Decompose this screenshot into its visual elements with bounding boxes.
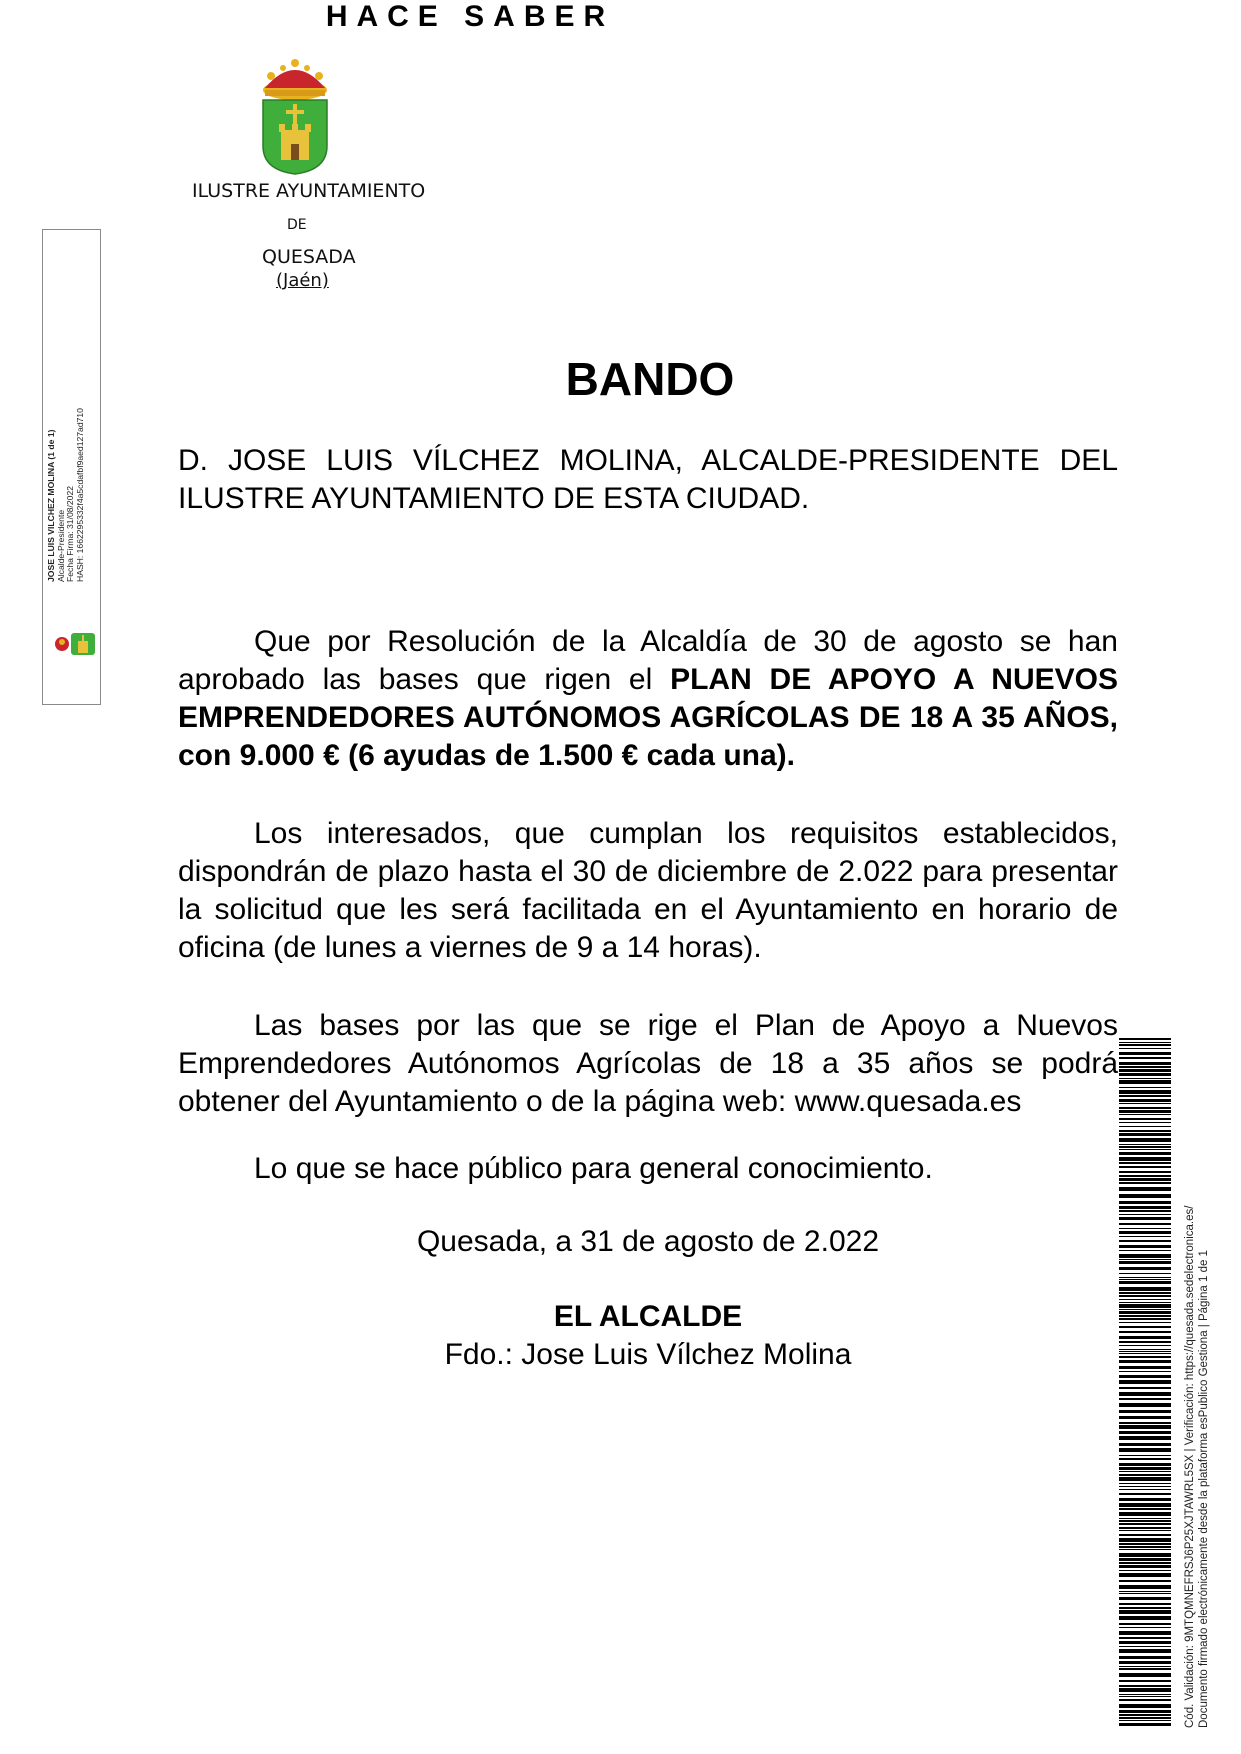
- barcode-bar: [1119, 1122, 1171, 1123]
- barcode-bar: [1119, 1138, 1171, 1142]
- barcode-bar: [1119, 1666, 1171, 1667]
- barcode-bar: [1119, 1087, 1171, 1088]
- barcode-bar: [1119, 1649, 1171, 1653]
- barcode-bar: [1119, 1455, 1171, 1456]
- barcode-bar: [1119, 1371, 1171, 1372]
- barcode-bar: [1119, 1057, 1171, 1059]
- barcode-bar: [1119, 1422, 1171, 1424]
- barcode-bar: [1119, 1171, 1171, 1173]
- barcode-bar: [1119, 1315, 1171, 1317]
- barcode-bar: [1119, 1130, 1171, 1132]
- barcode-bar: [1119, 1322, 1171, 1323]
- barcode-bar: [1119, 1580, 1171, 1582]
- barcode-bar: [1119, 1467, 1171, 1470]
- barcode-bar: [1119, 1534, 1171, 1536]
- barcode-bar: [1119, 1236, 1171, 1237]
- barcode-bar: [1119, 1175, 1171, 1177]
- barcode-bar: [1119, 1570, 1171, 1571]
- barcode-bar: [1119, 1723, 1171, 1726]
- barcode-bar: [1119, 1656, 1171, 1659]
- barcode-bar: [1119, 1078, 1171, 1079]
- barcode-bar: [1119, 1463, 1171, 1466]
- barcode-bar: [1119, 1146, 1171, 1148]
- barcode-bar: [1119, 1616, 1171, 1620]
- barcode-bar: [1119, 1403, 1171, 1407]
- barcode-bar: [1119, 1038, 1171, 1040]
- barcode-bar: [1119, 1182, 1171, 1184]
- barcode-bar: [1119, 1641, 1171, 1644]
- barcode-bar: [1119, 1318, 1171, 1320]
- barcode-bar: [1119, 1549, 1171, 1550]
- barcode-bar: [1119, 1356, 1171, 1358]
- barcode-bar: [1119, 1431, 1171, 1434]
- barcode-bar: [1119, 1133, 1171, 1136]
- barcode-bar: [1119, 1069, 1171, 1072]
- barcode-bar: [1119, 1144, 1171, 1145]
- barcode-bar: [1119, 1603, 1171, 1605]
- barcode-bar: [1119, 1166, 1171, 1168]
- barcode-bar: [1119, 1508, 1171, 1510]
- verification-text: [1184, 1108, 1224, 1728]
- barcode-bar: [1119, 1281, 1171, 1284]
- barcode-bar: [1119, 1103, 1171, 1104]
- barcode-bar: [1119, 1223, 1171, 1225]
- barcode-bar: [1119, 1228, 1171, 1229]
- header-line-quesada: QUESADA: [262, 246, 356, 268]
- resolution-text: Que por Resolución de la Alcaldía de 30 de agosto se han aprobado las bases que rigen el: [178, 625, 1118, 696]
- barcode-bar: [1119, 1267, 1171, 1270]
- barcode-bar: [1119, 1458, 1171, 1460]
- barcode-bar: [1119, 1126, 1171, 1127]
- barcode-bar: [1119, 1066, 1171, 1068]
- barcode-bar: [1119, 1623, 1171, 1625]
- barcode-bar: [1119, 1254, 1171, 1258]
- barcode-bar: [1119, 1530, 1171, 1531]
- bases-paragraph: Las bases por las que se rige el Plan de Apoyo a Nuevos Emprendedores Autónomos Agrícolas de 18 a 35 años se podrá obtener del Ayuntamiento o de la página web: www.quesada.es: [178, 1009, 1118, 1118]
- barcode-bar: [1119, 1489, 1171, 1490]
- barcode-bar: [1119, 1210, 1171, 1212]
- barcode-bar: [1119, 1295, 1171, 1297]
- barcode-bar: [1119, 1090, 1171, 1094]
- barcode-bar: [1119, 1553, 1171, 1557]
- barcode-bar: [1119, 1231, 1171, 1234]
- barcode-bar: [1119, 1627, 1171, 1628]
- barcode-bar: [1119, 1448, 1171, 1452]
- barcode-bar: [1119, 1044, 1171, 1046]
- barcode-bar: [1119, 1206, 1171, 1209]
- barcode-bar: [1119, 1696, 1171, 1697]
- barcode-bar: [1119, 1520, 1171, 1522]
- barcode-bar: [1119, 1720, 1171, 1721]
- barcode-bar: [1119, 1331, 1171, 1333]
- barcode-bar: [1119, 1118, 1171, 1120]
- barcode-bar: [1119, 1250, 1171, 1251]
- barcode-bar: [1119, 1416, 1171, 1419]
- barcode-bar: [1119, 1483, 1171, 1484]
- barcode-bar: [1119, 1474, 1171, 1476]
- barcode-bar: [1119, 1099, 1171, 1102]
- barcode-bar: [1119, 1042, 1171, 1043]
- barcode-bar: [1119, 1527, 1171, 1529]
- header-line-province: (Jaén): [276, 270, 329, 291]
- barcode-bar: [1119, 1095, 1171, 1097]
- barcode-bar: [1119, 1436, 1171, 1440]
- date-line: Quesada, a 31 de agosto de 2.022: [416, 1225, 880, 1258]
- barcode-bar: [1119, 1277, 1171, 1278]
- barcode-bar: [1119, 1304, 1171, 1308]
- barcode-bar: [1119, 1493, 1171, 1495]
- barcode-bar: [1119, 1680, 1171, 1682]
- header-line-de: DE: [287, 217, 307, 233]
- header-line-ayuntamiento: ILUSTRE AYUNTAMIENTO: [192, 180, 426, 202]
- barcode-bar: [1119, 1107, 1171, 1109]
- barcode-bar: [1119, 1573, 1171, 1577]
- barcode-bar: [1119, 1214, 1171, 1215]
- barcode-bar: [1119, 1201, 1171, 1204]
- barcode-bar: [1119, 1562, 1171, 1564]
- barcode-bar: [1119, 1245, 1171, 1248]
- signature-hash: HASH: 1662295332f4a5cdafbf9aed127ad710: [74, 408, 85, 582]
- validation-barcode: [1119, 1038, 1171, 1726]
- signature-name: JOSE LUIS VILCHEZ MOLINA (1 de 1): [46, 429, 56, 582]
- signature-date: Fecha Firma: 31/08/2022: [65, 485, 76, 582]
- barcode-bar: [1119, 1157, 1171, 1161]
- barcode-bar: [1119, 1387, 1171, 1389]
- coat-of-arms-logo: [255, 58, 335, 176]
- signoff-title: EL ALCALDE: [553, 1300, 743, 1333]
- barcode-bar: [1119, 1302, 1171, 1303]
- barcode-bar: [1119, 1240, 1171, 1242]
- barcode-bar: [1119, 1326, 1171, 1328]
- barcode-bar: [1119, 1518, 1171, 1519]
- barcode-bar: [1119, 1261, 1171, 1264]
- public-notice-paragraph: Lo que se hace público para general conocimiento.: [254, 1152, 933, 1185]
- barcode-bar: [1119, 1366, 1171, 1369]
- barcode-bar: [1119, 1217, 1171, 1220]
- barcode-bar: [1119, 1543, 1171, 1545]
- barcode-bar: [1119, 1152, 1171, 1155]
- barcode-bar: [1119, 1149, 1171, 1150]
- barcode-bar: [1119, 1259, 1171, 1260]
- barcode-bar: [1119, 1710, 1171, 1713]
- barcode-bar: [1119, 1345, 1171, 1346]
- barcode-bar: [1119, 1398, 1171, 1400]
- barcode-bar: [1119, 1351, 1171, 1352]
- barcode-bar: [1119, 1699, 1171, 1701]
- barcode-bar: [1119, 1425, 1171, 1429]
- barcode-bar: [1119, 1512, 1171, 1516]
- barcode-bar: [1119, 1311, 1171, 1314]
- signature-coat-icon: [53, 631, 97, 657]
- document-title: BANDO: [565, 353, 735, 405]
- barcode-bar: [1119, 1523, 1171, 1525]
- barcode-bar: [1119, 1546, 1171, 1548]
- barcode-bar: [1119, 1299, 1171, 1300]
- barcode-bar: [1119, 1637, 1171, 1639]
- barcode-bar: [1119, 1593, 1171, 1594]
- barcode-bar: [1119, 1392, 1171, 1396]
- signature-role: Alcalde-Presidente: [55, 509, 66, 582]
- barcode-bar: [1119, 1704, 1171, 1708]
- barcode-bar: [1119, 1073, 1171, 1076]
- barcode-bar: [1119, 1607, 1171, 1609]
- barcode-bar: [1119, 1336, 1171, 1339]
- barcode-bar: [1119, 1661, 1171, 1664]
- barcode-bar: [1119, 1194, 1171, 1198]
- barcode-bar: [1119, 1287, 1171, 1291]
- barcode-bar: [1119, 1080, 1171, 1084]
- barcode-bar: [1119, 1273, 1171, 1274]
- barcode-bar: [1119, 1052, 1171, 1055]
- barcode-bar: [1119, 1341, 1171, 1343]
- barcode-bar: [1119, 1443, 1171, 1446]
- signature-text: [47, 372, 103, 582]
- barcode-bar: [1119, 1062, 1171, 1065]
- barcode-bar: [1119, 1349, 1171, 1350]
- barcode-bar: [1119, 1585, 1171, 1589]
- barcode-bar: [1119, 1714, 1171, 1716]
- barcode-bar: [1119, 1597, 1171, 1600]
- signoff-name: Fdo.: Jose Luis Vílchez Molina: [444, 1338, 852, 1371]
- barcode-bar: [1119, 1114, 1171, 1115]
- barcode-bar: [1119, 1631, 1171, 1635]
- barcode-bar: [1119, 1565, 1171, 1568]
- barcode-bar: [1119, 1471, 1171, 1472]
- barcode-bar: [1119, 1048, 1171, 1049]
- barcode-bar: [1119, 1538, 1171, 1542]
- barcode-bar: [1119, 1558, 1171, 1561]
- barcode-bar: [1119, 1688, 1171, 1692]
- barcode-bar: [1119, 1610, 1171, 1614]
- barcode-bar: [1119, 1380, 1171, 1384]
- deadline-paragraph: Los interesados, que cumplan los requisitos establecidos, dispondrán de plazo hasta el 30 de diciembre de 2.022 para presentar la solicitud que les será facilitada en el Ayuntamiento en horario de oficina (de lunes a viernes de 9 a 14 horas).: [178, 817, 1118, 964]
- barcode-bar: [1119, 1673, 1171, 1677]
- plan-title-bold: PLAN DE APOYO A NUEVOS EMPRENDEDORES AUTÓNOMOS AGRÍCOLAS DE 18 A 35 AÑOS, con 9.000 € (6 ayudas de 1.500 € cada una).: [178, 663, 1118, 772]
- intro-paragraph: D. JOSE LUIS VÍLCHEZ MOLINA, ALCALDE-PRESIDENTE DEL ILUSTRE AYUNTAMIENTO DE ESTA CIUDAD.: [178, 444, 1118, 515]
- barcode-bar: [1119, 1498, 1171, 1501]
- barcode-bar: [1119, 1375, 1171, 1378]
- verification-platform: Documento firmado electrónicamente desde la plataforma esPublico Gestiona | Página 1 de 1: [1197, 1250, 1210, 1728]
- barcode-bar: [1119, 1503, 1171, 1507]
- barcode-bar: [1119, 1309, 1171, 1310]
- barcode-bar: [1119, 1110, 1171, 1113]
- barcode-bar: [1119, 1353, 1171, 1354]
- barcode-bar: [1119, 1694, 1171, 1695]
- barcode-bar: [1119, 1685, 1171, 1687]
- barcode-bar: [1119, 1717, 1171, 1719]
- barcode-bar: [1119, 1591, 1171, 1592]
- barcode-bar: [1119, 1477, 1171, 1481]
- barcode-bar: [1119, 1410, 1171, 1413]
- barcode-bar: [1119, 1178, 1171, 1181]
- verification-code: Cód. Validación: 9MTQMNEFRSJ6P25XJTAWRL5SX | Verificación: https://quesada.sedelectronica.es/: [1184, 1205, 1196, 1728]
- barcode-bar: [1119, 1292, 1171, 1294]
- hace-saber-heading: HACE SABER: [325, 0, 615, 33]
- barcode-bar: [1119, 1668, 1171, 1670]
- barcode-bar: [1119, 1486, 1171, 1487]
- resolution-paragraph: [178, 623, 1118, 775]
- barcode-bar: [1119, 1646, 1171, 1647]
- barcode-bar: [1119, 1279, 1171, 1280]
- barcode-bar: [1119, 1187, 1171, 1191]
- barcode-bar: [1119, 1360, 1171, 1363]
- barcode-bar: [1119, 1162, 1171, 1164]
